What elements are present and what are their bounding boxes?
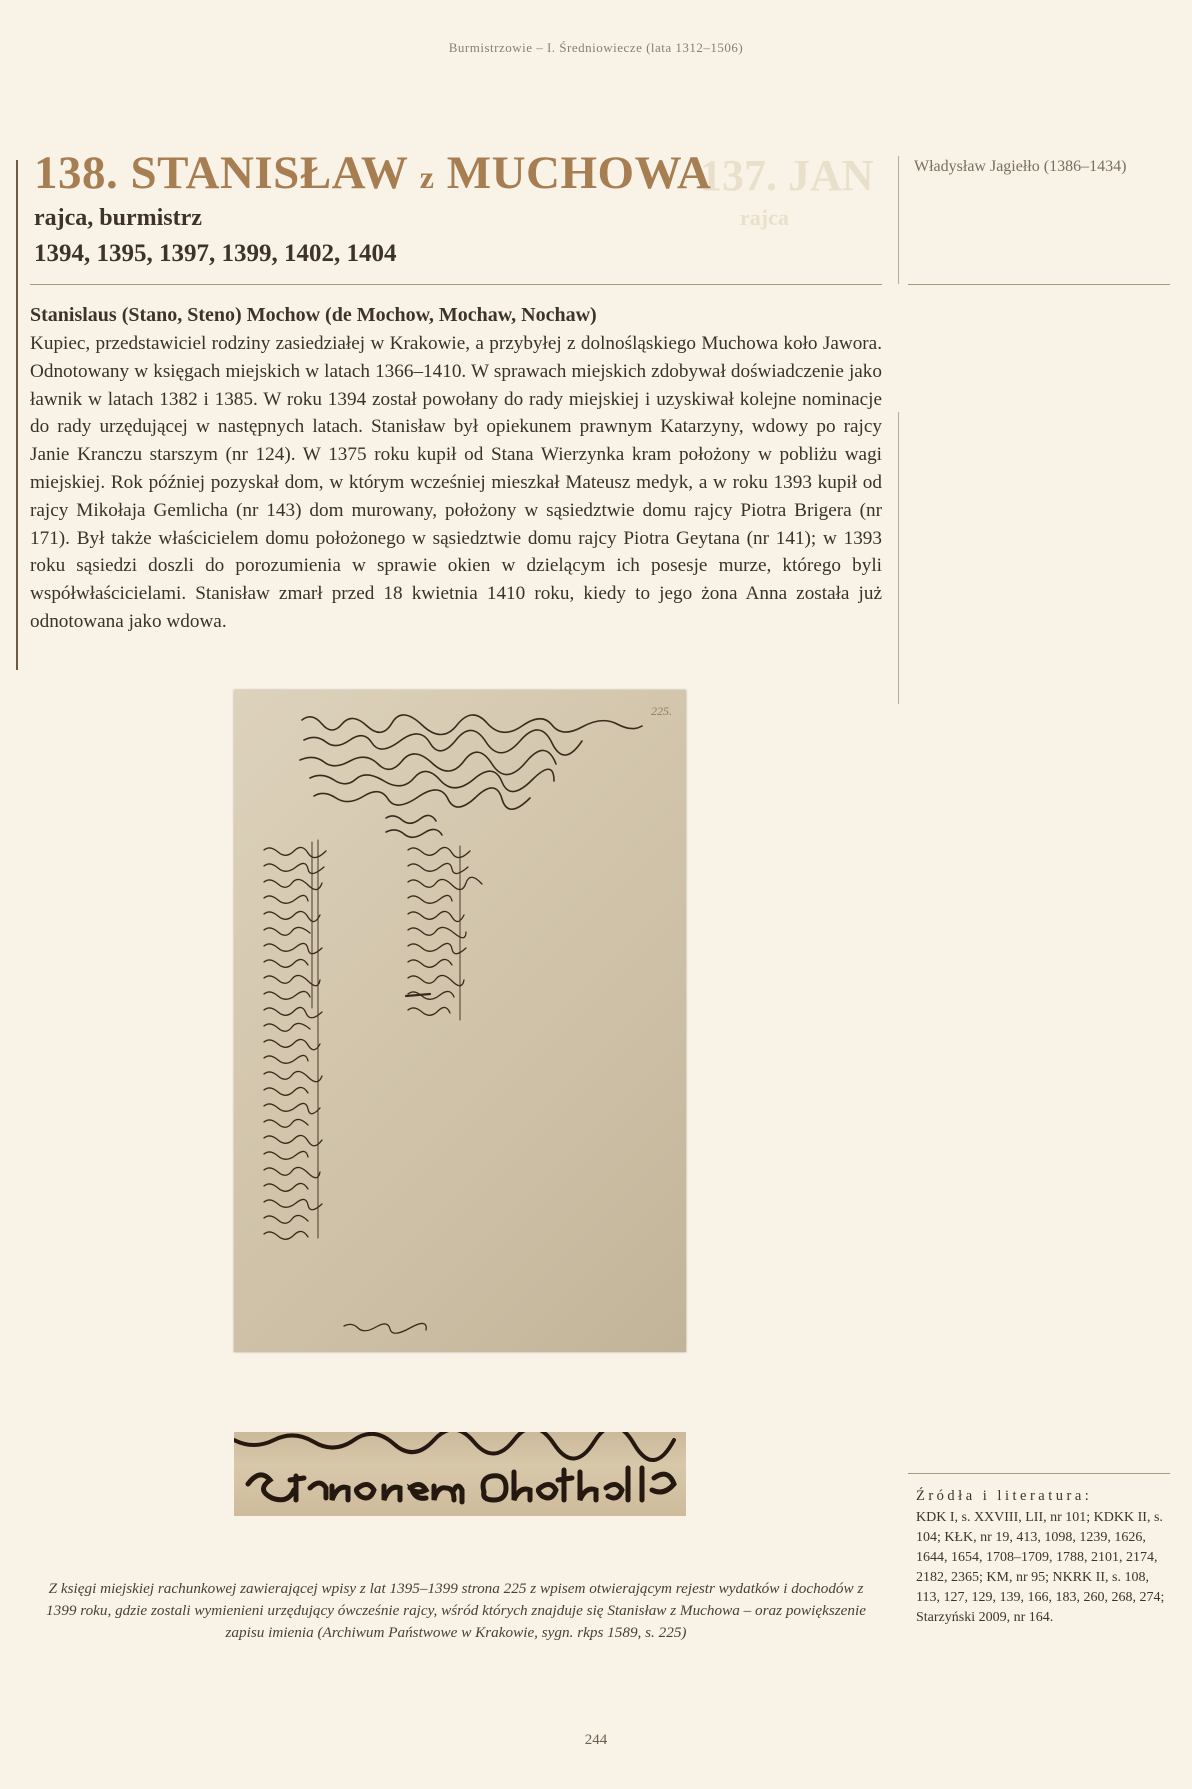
manuscript-page-image: [234, 690, 686, 1352]
reign-label: Władysław Jagiełło (1386–1434): [914, 158, 1127, 175]
entry-name-second: MUCHOWA: [446, 147, 712, 199]
enlarged-detail-image: [234, 1432, 686, 1516]
biography-text: Kupiec, przedstawiciel rodziny zasiedziałej w Krakowie, a przybyłej z dolnośląskiego Muchowa koło Jawora. Odnotowany w księgach miejskich w latach 1366–1410. W sprawach miejskich zdobywał doświadczenie jako ławnik w latach 1382 i 1385. W roku 1394 został powołany do rady miejskiej i uzyskiwał kolejne nominacje do rady urzędującej w następnych latach. Stanisław był opiekunem prawnym Katarzyny, wdowy po rajcy Janie Kranczu starszym (nr 124). W 1375 roku kupił od Stana Wierzynka kram położony w pobliżu wagi miejskiej. Rok później pozyskał dom, w którym wcześniej mieszkał Mateusz medyk, a w roku 1393 kupił od rajcy Mikołaja Gemlicha (nr 143) dom murowany, położony w sąsiedztwie domu rajcy Piotra Brigera (nr 171). Był także właścicielem domu położonego w sąsiedztwie domu rajcy Piotra Geytana (nr 141); w 1393 roku sąsiedzi doszli do porozumienia w sprawie okien w dzielącym ich posesje murze, którego byli współwłaścicielami. Stanisław zmarł przed 18 kwietnia 1410 roku, kiedy to jego żona Anna została już odnotowana jako wdowa.: [30, 333, 882, 632]
latin-name: Stanislaus (Stano, Steno) Mochow (de Mochow, Mochaw, Nochaw): [30, 304, 597, 326]
bleed-through-text: 137. JAN: [700, 151, 874, 200]
margin-rule: [16, 160, 18, 670]
title-divider: [30, 284, 882, 285]
column-rule: [898, 412, 899, 704]
column-rule: [898, 156, 899, 284]
sidebar-divider: [908, 284, 1170, 285]
entry-name-connector: z: [419, 159, 435, 195]
folio-number: 225.: [651, 704, 672, 718]
entry-name-first: STANISŁAW: [130, 147, 408, 199]
entry-number: 138.: [34, 147, 119, 199]
handwriting-illustration: [234, 690, 686, 1352]
sources-text: KDK I, s. XXVIII, LII, nr 101; KDKK II, s. 104; KŁK, nr 19, 413, 1098, 1239, 1626, 1644, 1654, 1708–1709, 1788, 2101, 2174, 2182, 2365; KM, nr 95; NKRK II, s. 108, 113, 127, 129, 139, 166, 183, 260, 268, 274; Starzyński 2009, nr 164.: [916, 1510, 1165, 1625]
figure-caption: Z księgi miejskiej rachunkowej zawierającej wpisy z lat 1395–1399 strona 225 z wpisem otwierającym rejestr wydatków i dochodów z 1399 roku, gdzie zostali wymienieni urzędujący ówcześnie rajcy, wśród których znajduje się Stanisław z Muchowa – oraz powiększenie zapisu imienia (Archiwum Państwowe w Krakowie, sygn. rkps 1589, s. 225): [46, 1580, 866, 1641]
running-head: Burmistrzowie – I. Średniowiecze (lata 1312–1506): [448, 40, 744, 55]
enlarged-handwriting: [234, 1432, 686, 1516]
bleed-through-text: rajca: [740, 205, 789, 230]
page-number: 244: [584, 1732, 608, 1748]
entry-title: [34, 147, 712, 199]
sources-heading: Źródła i literatura:: [916, 1488, 1093, 1504]
entry-years: 1394, 1395, 1397, 1399, 1402, 1404: [34, 240, 397, 267]
entry-roles: rajca, burmistrz: [34, 205, 202, 231]
sources-divider: [908, 1473, 1170, 1474]
